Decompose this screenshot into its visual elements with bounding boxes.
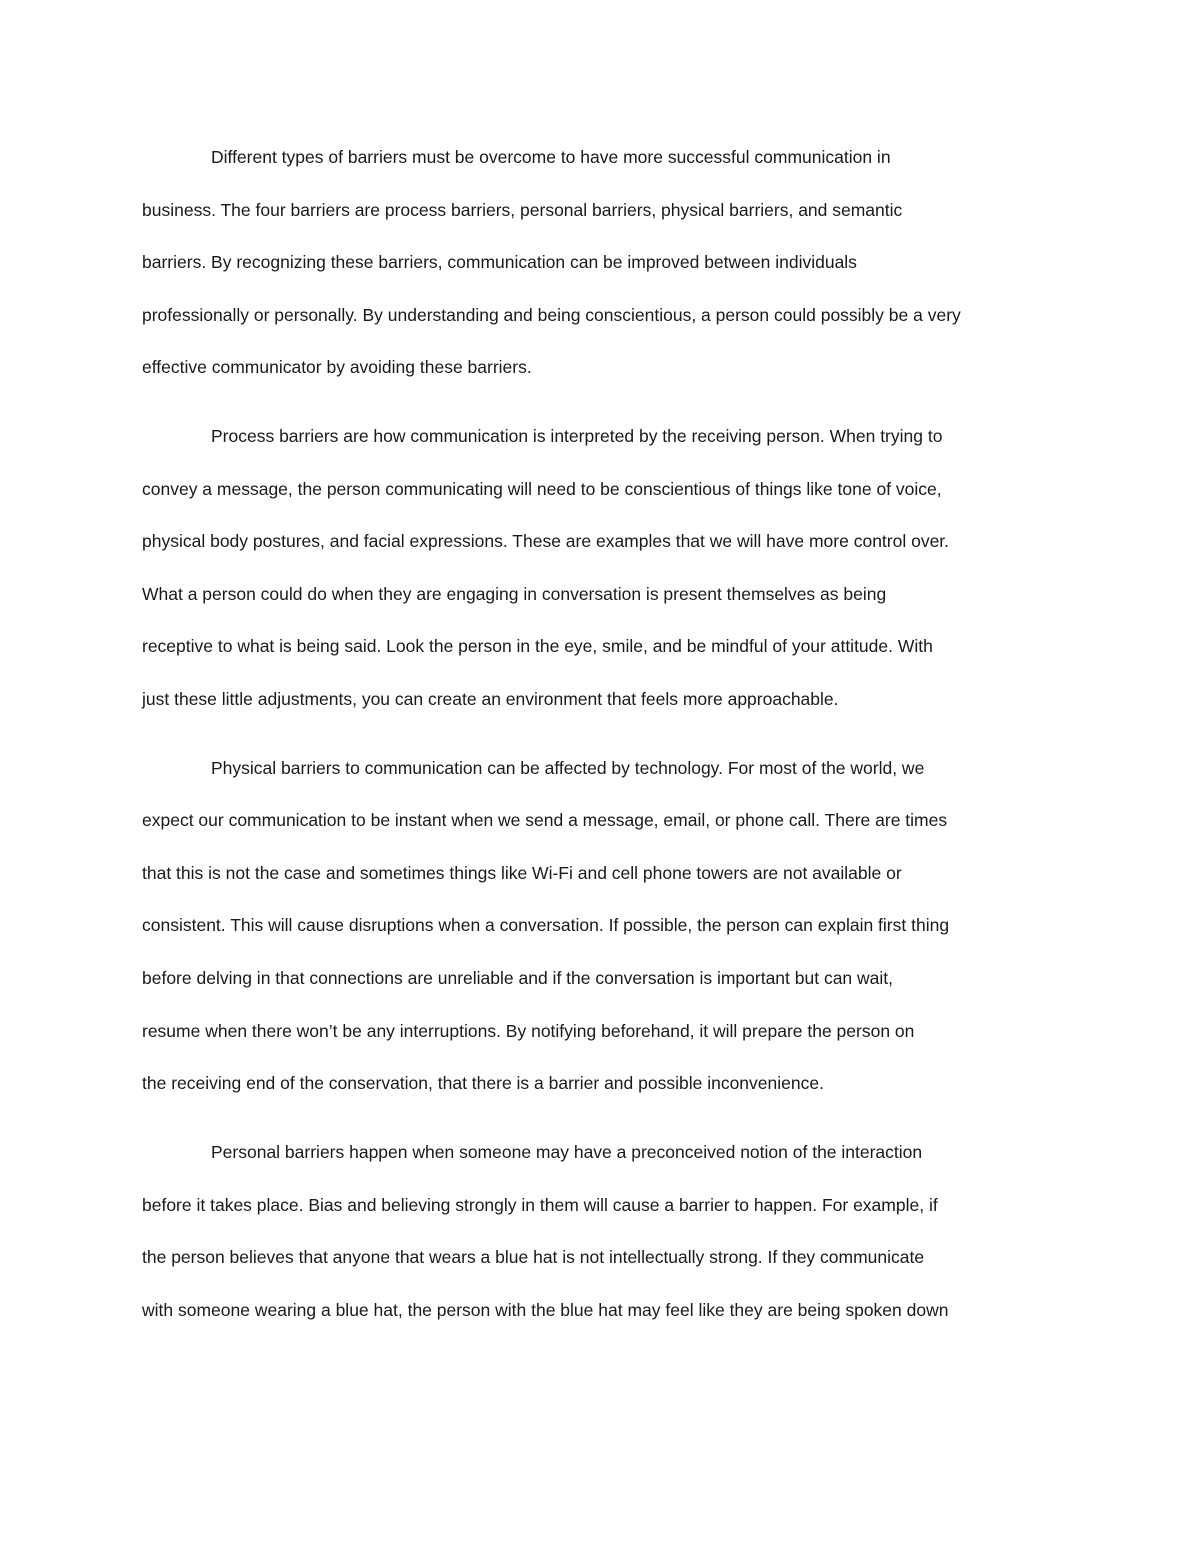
paragraph-2-line-4: What a person could do when they are engaging in conversation is present themselves as being: [142, 584, 887, 604]
paragraph-2-line-2: convey a message, the person communicating will need to be conscientious of things like tone of voice,: [142, 479, 942, 499]
paragraph-4-line-1: Personal barriers happen when someone may have a preconceived notion of the interaction: [211, 1142, 923, 1162]
paragraph-2-line-3: physical body postures, and facial expressions. These are examples that we will have more control over.: [142, 531, 950, 551]
paragraph-1-line-5: effective communicator by avoiding these barriers.: [142, 357, 532, 377]
paragraph-3-line-2: expect our communication to be instant when we send a message, email, or phone call. There are times: [142, 810, 948, 830]
paragraph-4-line-4: with someone wearing a blue hat, the person with the blue hat may feel like they are being spoken down: [142, 1300, 949, 1320]
paragraph-3-line-6: resume when there won’t be any interruptions. By notifying beforehand, it will prepare the person on: [142, 1021, 915, 1041]
paragraph-3-line-3: that this is not the case and sometimes things like Wi-Fi and cell phone towers are not available or: [142, 863, 902, 883]
paragraph-2-line-5: receptive to what is being said. Look the person in the eye, smile, and be mindful of your attitude. With: [142, 636, 933, 656]
paragraph-3-line-1: Physical barriers to communication can be affected by technology. For most of the world, we: [211, 758, 925, 778]
paragraph-1-line-1: Different types of barriers must be overcome to have more successful communication in: [211, 147, 891, 167]
paragraph-3-line-7: the receiving end of the conservation, that there is a barrier and possible inconvenience.: [142, 1073, 824, 1093]
paragraph-3-line-4: consistent. This will cause disruptions when a conversation. If possible, the person can explain first thing: [142, 915, 950, 935]
paragraph-1-line-4: professionally or personally. By understanding and being conscientious, a person could possibly be a very: [142, 305, 961, 325]
paragraph-1-line-3: barriers. By recognizing these barriers, communication can be improved between individuals: [142, 252, 857, 272]
paragraph-1-line-2: business. The four barriers are process barriers, personal barriers, physical barriers, and semantic: [142, 200, 903, 220]
paragraph-4-line-3: the person believes that anyone that wears a blue hat is not intellectually strong. If they communicate: [142, 1247, 925, 1267]
paragraph-2-line-1: Process barriers are how communication is interpreted by the receiving person. When trying to: [211, 426, 943, 446]
paragraph-3-line-5: before delving in that connections are unreliable and if the conversation is important but can wait,: [142, 968, 894, 988]
paragraph-2-line-6: just these little adjustments, you can create an environment that feels more approachable.: [142, 689, 839, 709]
paragraph-4-line-2: before it takes place. Bias and believing strongly in them will cause a barrier to happen. For example, if: [142, 1195, 938, 1215]
